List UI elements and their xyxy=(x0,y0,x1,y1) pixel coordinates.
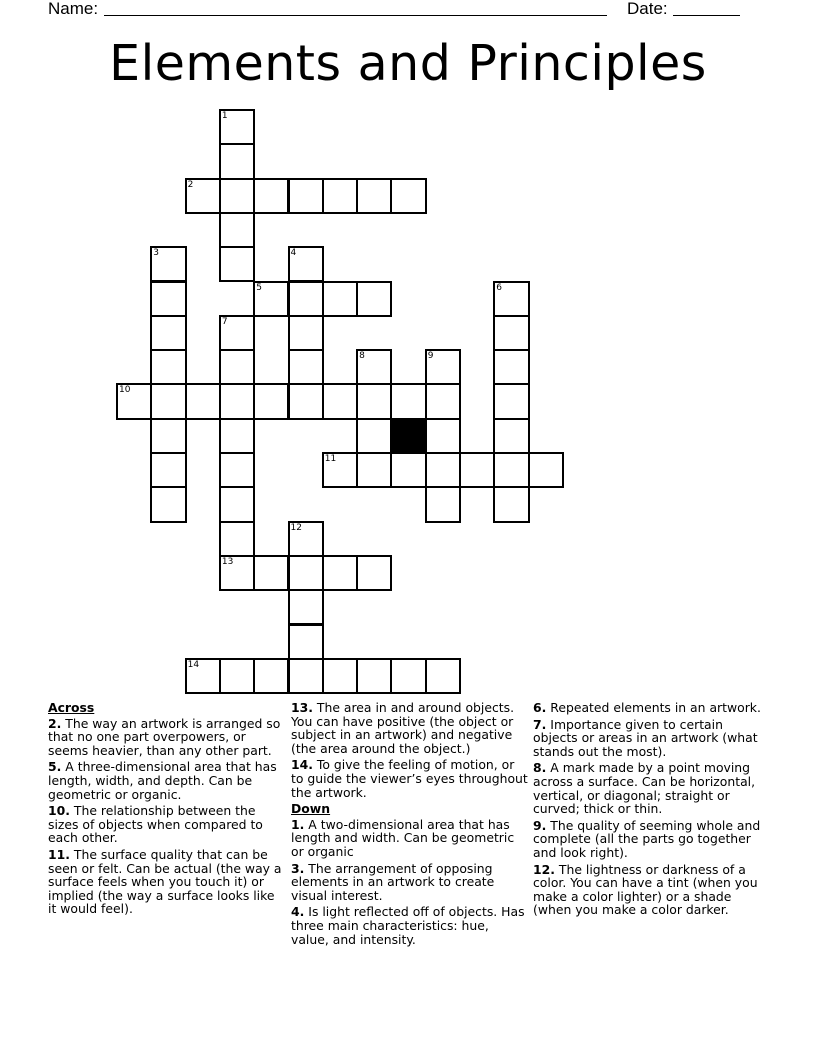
grid-cell[interactable] xyxy=(493,315,529,351)
grid-cell[interactable] xyxy=(322,383,358,419)
grid-cell[interactable] xyxy=(288,315,324,351)
grid-cell[interactable] xyxy=(356,418,392,454)
clue-text: Importance given to certain objects or areas in an artwork (what stands out the most). xyxy=(533,716,758,759)
down-heading: Down xyxy=(291,801,331,817)
clue-number: 14. xyxy=(291,757,313,773)
grid-cell[interactable] xyxy=(390,658,426,694)
grid-cell[interactable] xyxy=(288,246,324,282)
clue-number: 5. xyxy=(48,759,62,775)
grid-cell[interactable] xyxy=(219,315,255,351)
clue-text: A mark made by a point moving across a surface. Can be horizontal, vertical, or diagonal; straight or curved; thick or thin. xyxy=(533,760,756,817)
grid-cell[interactable] xyxy=(185,658,221,694)
grid-cell[interactable] xyxy=(219,246,255,282)
clue-number: 9. xyxy=(533,817,547,833)
grid-cell[interactable] xyxy=(150,383,186,419)
clue-column-3 xyxy=(533,701,771,920)
clue-number: 8. xyxy=(533,760,547,776)
clue-number-label: 7 xyxy=(221,316,228,327)
clue-number-label: 13 xyxy=(221,556,234,567)
grid-cell[interactable] xyxy=(493,418,529,454)
clue-number-label: 8 xyxy=(359,351,365,362)
grid-cell[interactable] xyxy=(185,178,221,214)
grid-cell[interactable] xyxy=(322,281,358,317)
grid-cell[interactable] xyxy=(356,383,392,419)
grid-cell[interactable] xyxy=(219,212,255,248)
clue-column-2 xyxy=(291,701,529,949)
grid-cell[interactable] xyxy=(288,349,324,385)
clue-number-label: 2 xyxy=(187,179,194,190)
clue-down-9 xyxy=(533,819,771,860)
clue-number-label: 14 xyxy=(187,659,200,670)
grid-cell[interactable] xyxy=(356,349,392,385)
grid-cell[interactable] xyxy=(425,349,461,385)
grid-cell[interactable] xyxy=(425,486,461,522)
grid-cell[interactable] xyxy=(288,383,324,419)
clue-number: 12. xyxy=(533,861,555,877)
grid-cell[interactable] xyxy=(322,452,358,488)
clue-down-12 xyxy=(533,863,771,917)
grid-cell[interactable] xyxy=(356,658,392,694)
clue-column-1 xyxy=(48,701,286,919)
clue-down-4 xyxy=(291,905,529,946)
grid-cell[interactable] xyxy=(185,383,221,419)
clue-number: 3. xyxy=(291,860,305,876)
grid-cell[interactable] xyxy=(219,383,255,419)
clue-text: Is light reflected off of objects. Has three main characteristics: hue, value, and intensity. xyxy=(291,904,525,947)
grid-cell[interactable] xyxy=(493,452,529,488)
clue-number: 7. xyxy=(533,716,547,732)
clue-number-label: 6 xyxy=(496,282,503,293)
clue-down-8 xyxy=(533,761,771,815)
clue-number-label: 4 xyxy=(290,248,297,259)
grid-cell[interactable] xyxy=(322,555,358,591)
clue-down-1 xyxy=(291,818,529,859)
grid-cell[interactable] xyxy=(322,178,358,214)
grid-cell[interactable] xyxy=(253,178,289,214)
grid-cell[interactable] xyxy=(356,452,392,488)
grid-cell[interactable] xyxy=(390,383,426,419)
clue-number-label: 3 xyxy=(153,248,160,259)
clue-number: 1. xyxy=(291,816,305,832)
grid-cell[interactable] xyxy=(150,452,186,488)
clue-text: The way an artwork is arranged so that no one part overpowers, or seems heavier, than any other part. xyxy=(48,715,281,758)
clue-number: 11. xyxy=(48,846,70,862)
grid-cell[interactable] xyxy=(425,658,461,694)
clue-down-6 xyxy=(533,701,771,715)
across-heading: Across xyxy=(48,700,95,715)
clue-text: A three-dimensional area that has length, width, and depth. Can be geometric or organic. xyxy=(48,759,277,802)
clue-down-7 xyxy=(533,718,771,759)
clue-number: 2. xyxy=(48,715,62,731)
clue-text: Repeated elements in an artwork. xyxy=(550,700,761,715)
date-label: Date: xyxy=(627,0,668,18)
grid-cell[interactable] xyxy=(288,281,324,317)
grid-cell[interactable] xyxy=(219,555,255,591)
grid-cell[interactable] xyxy=(425,452,461,488)
grid-cell[interactable] xyxy=(425,383,461,419)
grid-cell[interactable] xyxy=(253,383,289,419)
grid-cell[interactable] xyxy=(493,349,529,385)
grid-cell[interactable] xyxy=(253,281,289,317)
grid-cell[interactable] xyxy=(356,178,392,214)
clue-number-label: 9 xyxy=(427,351,434,362)
clue-number: 4. xyxy=(291,904,305,920)
grid-cell[interactable] xyxy=(459,452,495,488)
grid-cell[interactable] xyxy=(288,624,324,660)
clue-across-2 xyxy=(48,717,286,758)
black-cell xyxy=(390,418,426,454)
clue-number-label: 11 xyxy=(324,454,337,464)
grid-cell[interactable] xyxy=(219,418,255,454)
clue-number-label: 5 xyxy=(256,282,262,293)
name-label: Name: xyxy=(48,0,99,18)
grid-cell[interactable] xyxy=(150,486,186,522)
clue-number: 6. xyxy=(533,700,547,715)
grid-cell[interactable] xyxy=(390,178,426,214)
grid-cell[interactable] xyxy=(219,486,255,522)
clue-down-3 xyxy=(291,862,529,903)
grid-cell[interactable] xyxy=(288,658,324,694)
grid-cell[interactable] xyxy=(253,658,289,694)
grid-cell[interactable] xyxy=(493,383,529,419)
clue-text: The arrangement of opposing elements in an artwork to create visual interest. xyxy=(291,860,495,903)
clue-across-5 xyxy=(48,760,286,801)
grid-cell[interactable] xyxy=(288,589,324,625)
grid-cell[interactable] xyxy=(425,418,461,454)
grid-cell[interactable] xyxy=(493,486,529,522)
grid-cell[interactable] xyxy=(253,555,289,591)
grid-cell[interactable] xyxy=(219,521,255,557)
clue-number-label: 1 xyxy=(221,111,228,121)
clue-text: The surface quality that can be seen or felt. Can be actual (the way a surface feels when you touch it) or implied (the way a surface looks like it would feel). xyxy=(48,846,282,917)
grid-cell[interactable] xyxy=(219,452,255,488)
grid-cell[interactable] xyxy=(219,109,255,145)
clue-across-14 xyxy=(291,758,529,799)
clue-text: To give the feeling of motion, or to guide the viewer’s eyes throughout the artwork. xyxy=(291,757,528,800)
grid-cell[interactable] xyxy=(288,521,324,557)
grid-cell[interactable] xyxy=(322,658,358,694)
clue-text: A two-dimensional area that has length and width. Can be geometric or organic xyxy=(291,816,515,859)
grid-cell[interactable] xyxy=(528,452,564,488)
clue-across-10 xyxy=(48,804,286,845)
grid-cell[interactable] xyxy=(116,383,152,419)
grid-cell[interactable] xyxy=(150,281,186,317)
grid-cell[interactable] xyxy=(219,658,255,694)
clue-number: 13. xyxy=(291,700,313,715)
clue-number-label: 10 xyxy=(119,385,131,396)
clue-text: The quality of seeming whole and complete (all the parts go together and look right). xyxy=(533,817,761,860)
clue-across-13 xyxy=(291,701,529,755)
clue-text: The lightness or darkness of a color. You can have a tint (when you make a color lighter) or a shade (when you make a color darker. xyxy=(533,861,758,918)
grid-cell[interactable] xyxy=(150,246,186,282)
grid-cell[interactable] xyxy=(390,452,426,488)
page-title: Elements and Principles xyxy=(109,35,707,92)
grid-cell[interactable] xyxy=(219,349,255,385)
clue-text: The area in and around objects. You can have positive (the object or subject in an artwork) and negative (the area around the object.) xyxy=(291,700,515,756)
clue-text: The relationship between the sizes of objects when compared to each other. xyxy=(48,803,263,846)
grid-cell[interactable] xyxy=(356,555,392,591)
grid-cell[interactable] xyxy=(150,418,186,454)
grid-cell[interactable] xyxy=(150,315,186,351)
grid-cell[interactable] xyxy=(493,281,529,317)
clue-number-label: 12 xyxy=(290,522,302,533)
grid-cell[interactable] xyxy=(288,178,324,214)
grid-cell[interactable] xyxy=(288,555,324,591)
grid-cell[interactable] xyxy=(356,281,392,317)
grid-cell[interactable] xyxy=(150,349,186,385)
clue-number: 10. xyxy=(48,803,70,819)
grid-cell[interactable] xyxy=(219,143,255,179)
grid-cell[interactable] xyxy=(219,178,255,214)
clue-across-11 xyxy=(48,848,286,916)
